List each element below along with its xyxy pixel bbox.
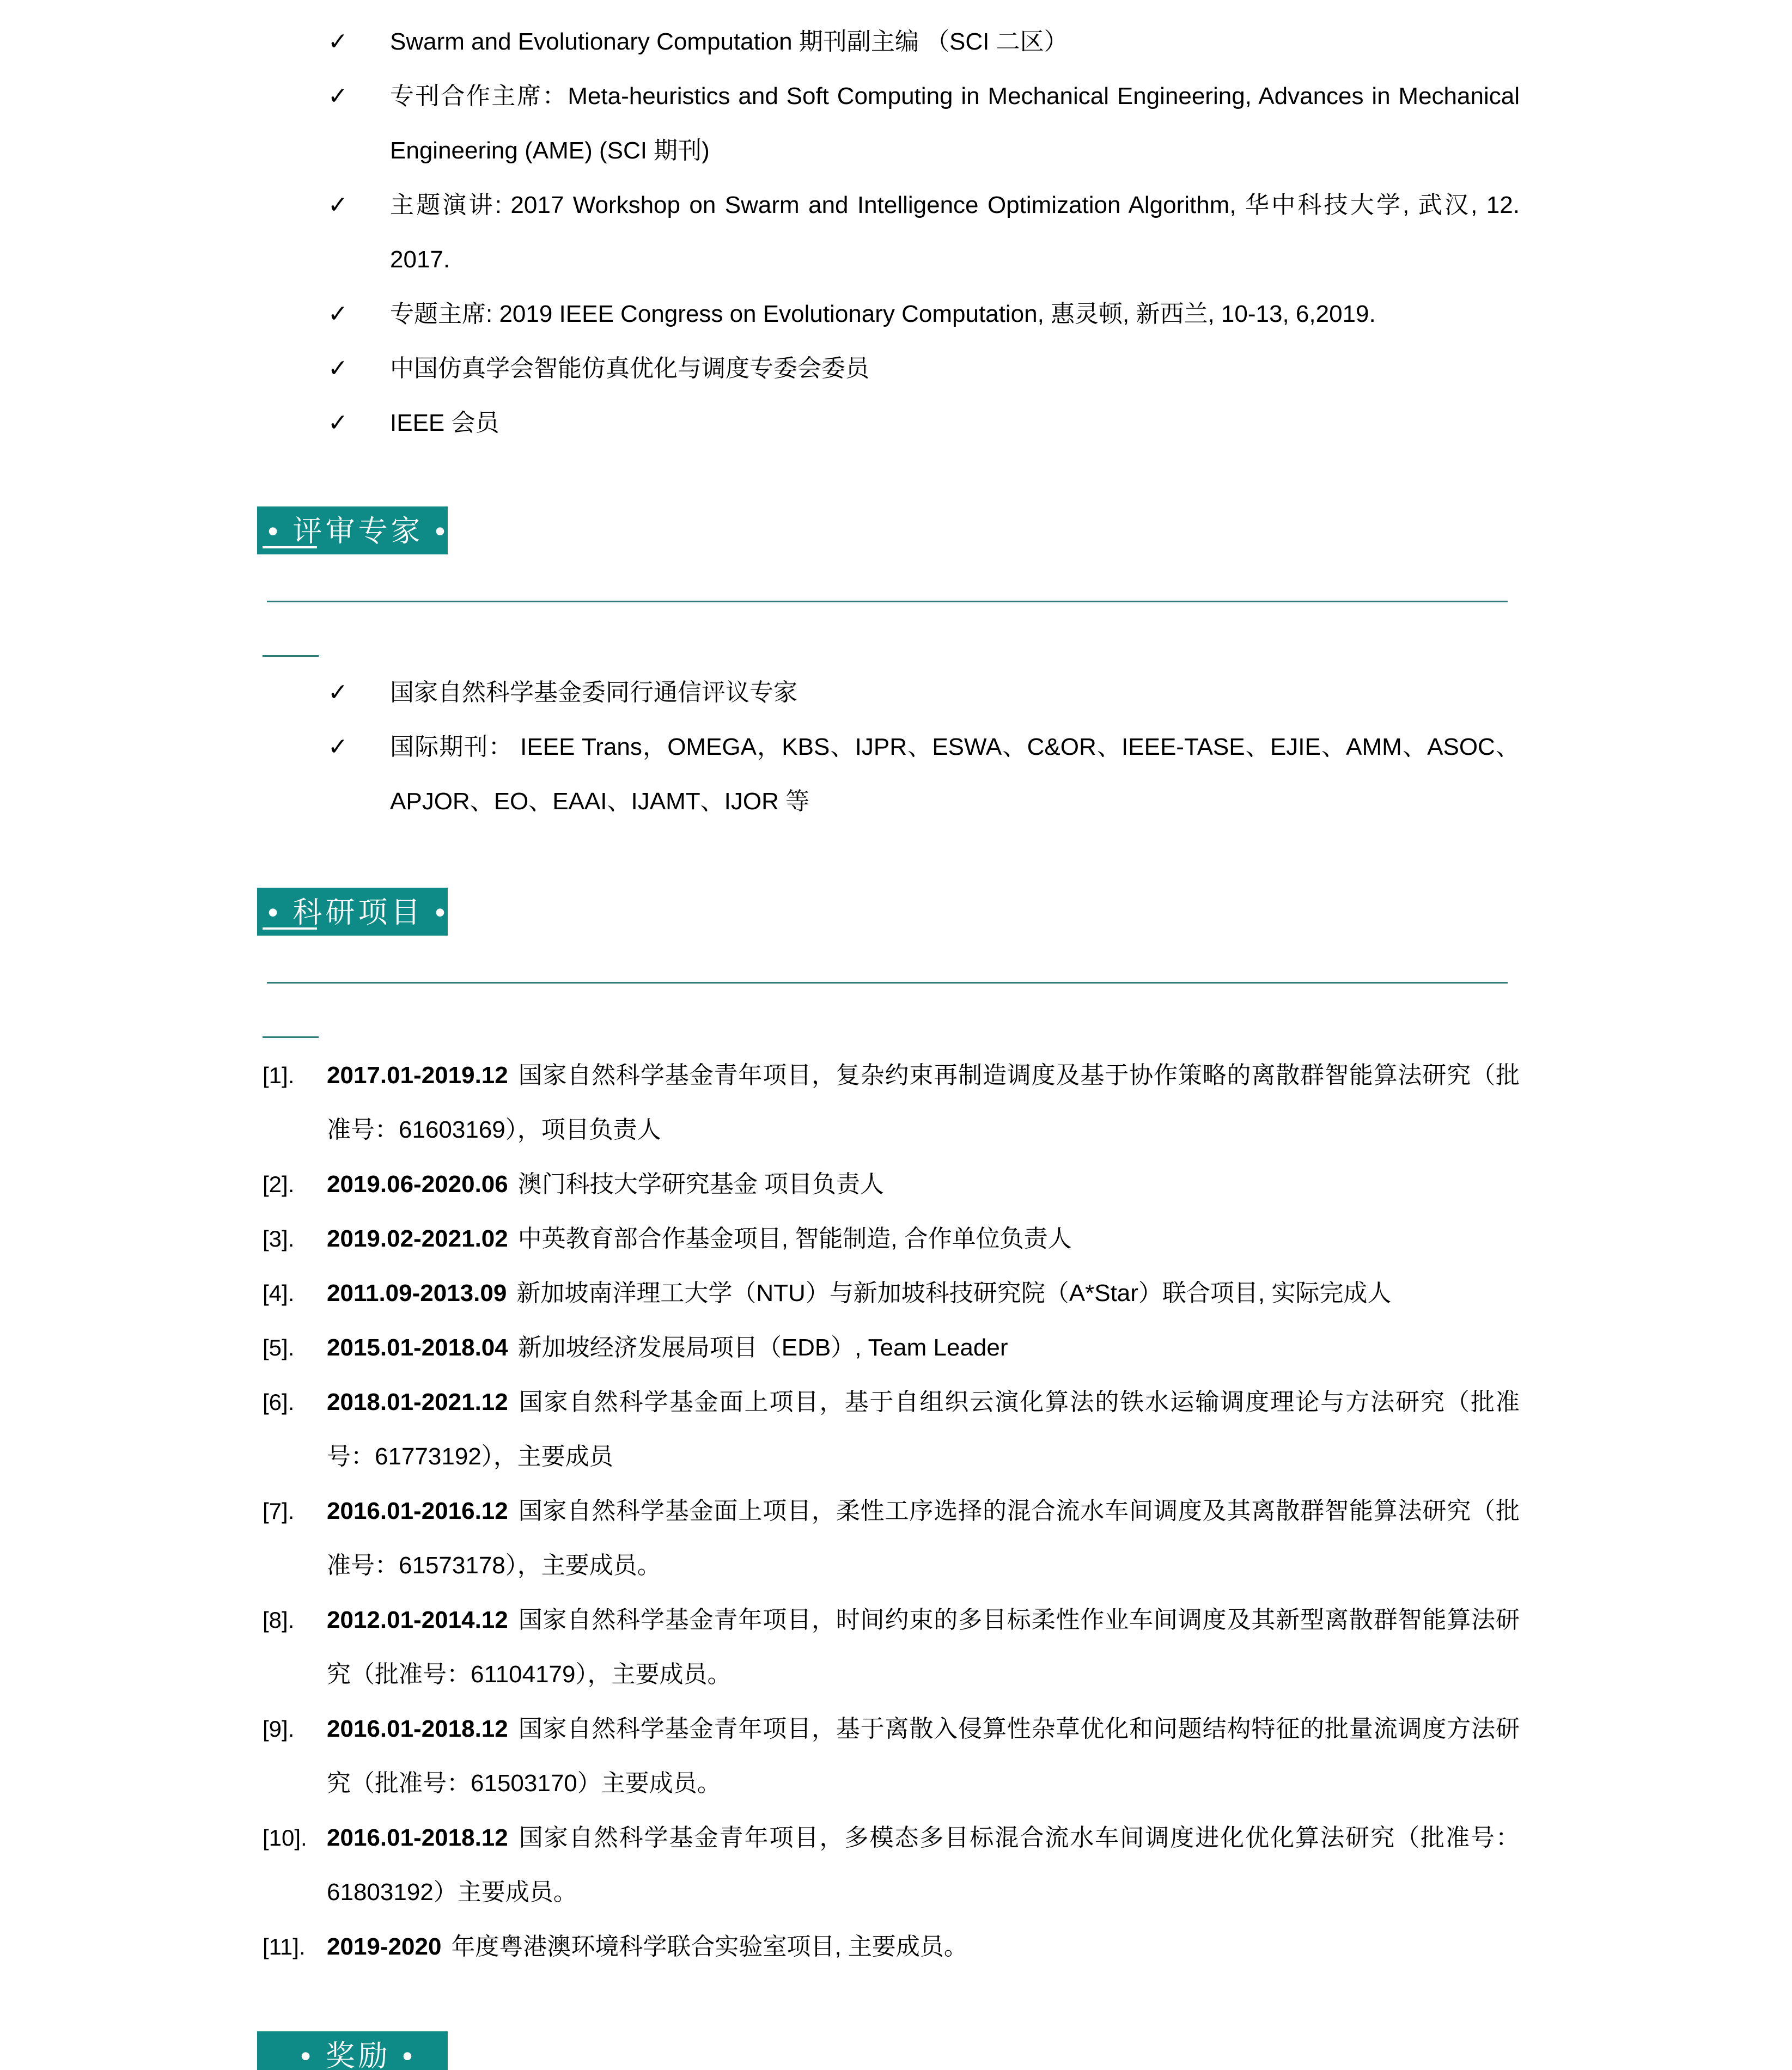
item-date: 2016.01-2018.12 — [327, 1824, 508, 1851]
item-number: [11]. — [263, 1934, 306, 1959]
item-date: 2011.09-2013.09 — [327, 1280, 507, 1306]
list-item — [267, 15, 1520, 69]
section-title: • 评审专家 • — [267, 515, 449, 548]
item-number: [6]. — [263, 1389, 295, 1415]
list-item-text: 国际期刊： IEEE Trans，OMEGA，KBS、IJPR、ESWA、C&OR、IEEE-TASE、EJIE、AMM、ASOC、APJOR、EO、EAAI、IJAMT、IJOR 等 — [390, 734, 1520, 815]
checkmark-icon: ✓ — [328, 301, 348, 327]
item-text: 澳门科技大学研究基金 项目负责人 — [517, 1171, 884, 1198]
item-date: 2019.06-2020.06 — [327, 1171, 508, 1198]
item-number: [7]. — [263, 1498, 295, 1524]
list-item — [267, 665, 1520, 720]
item-number: [5]. — [263, 1335, 295, 1360]
memberships-list — [267, 15, 1520, 450]
review-list — [267, 665, 1520, 829]
item-text: 国家自然科学基金面上项目，基于自组织云演化算法的铁水运输调度理论与方法研究（批准号：61773192），主要成员 — [327, 1389, 1520, 1470]
section-header-review — [257, 506, 448, 554]
list-item — [267, 178, 1520, 287]
item-number: [2]. — [263, 1171, 295, 1197]
checkmark-icon: ✓ — [328, 679, 348, 706]
item-date: 2019.02-2021.02 — [327, 1225, 508, 1252]
item-date: 2017.01-2019.12 — [327, 1062, 508, 1089]
project-item — [263, 1375, 1520, 1484]
project-item — [263, 1484, 1520, 1593]
list-item — [267, 720, 1520, 829]
item-text: 新加坡经济发展局项目（EDB）, Team Leader — [517, 1334, 1008, 1361]
project-item — [263, 1048, 1520, 1157]
item-date: 2018.01-2021.12 — [327, 1389, 508, 1415]
checkmark-icon: ✓ — [328, 192, 348, 218]
list-item — [267, 341, 1520, 396]
item-text: 国家自然科学基金青年项目，多模态多目标混合流水车间调度进化优化算法研究（批准号：61803192）主要成员。 — [327, 1824, 1520, 1906]
checkmark-icon: ✓ — [328, 734, 348, 760]
project-item — [263, 1212, 1520, 1266]
item-text: 国家自然科学基金青年项目，基于离散入侵算性杂草优化和问题结构特征的批量流调度方法研究（批准号：61503170）主要成员。 — [327, 1715, 1520, 1797]
section-divider-line — [267, 982, 1508, 984]
item-number: [8]. — [263, 1607, 295, 1633]
project-item — [263, 1321, 1520, 1375]
section-header-projects — [257, 888, 448, 936]
project-item — [263, 1593, 1520, 1702]
item-text: 新加坡南洋理工大学（NTU）与新加坡科技研究院（A*Star）联合项目, 实际完成人 — [516, 1280, 1392, 1306]
item-date: 2016.01-2018.12 — [327, 1715, 508, 1742]
checkmark-icon: ✓ — [328, 355, 348, 382]
item-text: 国家自然科学基金青年项目，复杂约束再制造调度及基于协作策略的离散群智能算法研究（批准号：61603169），项目负责人 — [327, 1062, 1520, 1143]
item-date: 2016.01-2016.12 — [327, 1498, 508, 1524]
item-date: 2015.01-2018.04 — [327, 1334, 508, 1361]
checkmark-icon: ✓ — [328, 410, 348, 436]
list-item-text: 专刊合作主席：Meta-heuristics and Soft Computing in Mechanical Engineering, Advances in Mechanical Engineering (AME) (SCI 期刊) — [390, 83, 1520, 164]
item-text: 国家自然科学基金面上项目，柔性工序选择的混合流水车间调度及其离散群智能算法研究（批准号：61573178），主要成员。 — [327, 1498, 1520, 1579]
item-text: 中英教育部合作基金项目, 智能制造, 合作单位负责人 — [517, 1225, 1072, 1252]
project-item — [263, 1266, 1520, 1321]
list-item-text: 专题主席: 2019 IEEE Congress on Evolutionary Computation, 惠灵顿, 新西兰, 10-13, 6,2019. — [390, 301, 1376, 327]
item-date: 2012.01-2014.12 — [327, 1607, 508, 1633]
list-item-text: 中国仿真学会智能仿真优化与调度专委会委员 — [390, 355, 869, 382]
item-number: [1]. — [263, 1063, 295, 1088]
list-item — [267, 287, 1520, 341]
section-title: • 科研项目 • — [267, 896, 449, 929]
short-underline — [263, 1036, 319, 1038]
list-item-text: 国家自然科学基金委同行通信评议专家 — [390, 679, 797, 706]
section-title: • 奖励 • — [300, 2040, 416, 2070]
section-divider-line — [267, 601, 1508, 602]
list-item — [267, 69, 1520, 178]
projects-list — [263, 1048, 1520, 1974]
short-underline — [263, 655, 319, 657]
item-number: [10]. — [263, 1825, 307, 1851]
project-item — [263, 1920, 1520, 1974]
item-text: 年度粤港澳环境科学联合实验室项目, 主要成员。 — [451, 1933, 968, 1960]
list-item-text: 主题演讲: 2017 Workshop on Swarm and Intelligence Optimization Algorithm, 华中科技大学, 武汉, 12. 2017. — [390, 192, 1520, 273]
project-item — [263, 1702, 1520, 1811]
section-header-awards — [257, 2031, 448, 2070]
project-item — [263, 1157, 1520, 1212]
item-date: 2019-2020 — [327, 1933, 442, 1960]
project-item — [263, 1811, 1520, 1920]
item-number: [3]. — [263, 1226, 295, 1251]
checkmark-icon: ✓ — [328, 28, 348, 55]
item-text: 国家自然科学基金青年项目，时间约束的多目标柔性作业车间调度及其新型离散群智能算法研究（批准号：61104179），主要成员。 — [327, 1607, 1520, 1688]
list-item — [267, 396, 1520, 450]
checkmark-icon: ✓ — [328, 83, 348, 109]
list-item-text: Swarm and Evolutionary Computation 期刊副主编 （SCI 二区） — [390, 28, 1068, 55]
item-number: [9]. — [263, 1716, 295, 1742]
item-number: [4]. — [263, 1280, 295, 1306]
list-item-text: IEEE 会员 — [390, 410, 499, 436]
